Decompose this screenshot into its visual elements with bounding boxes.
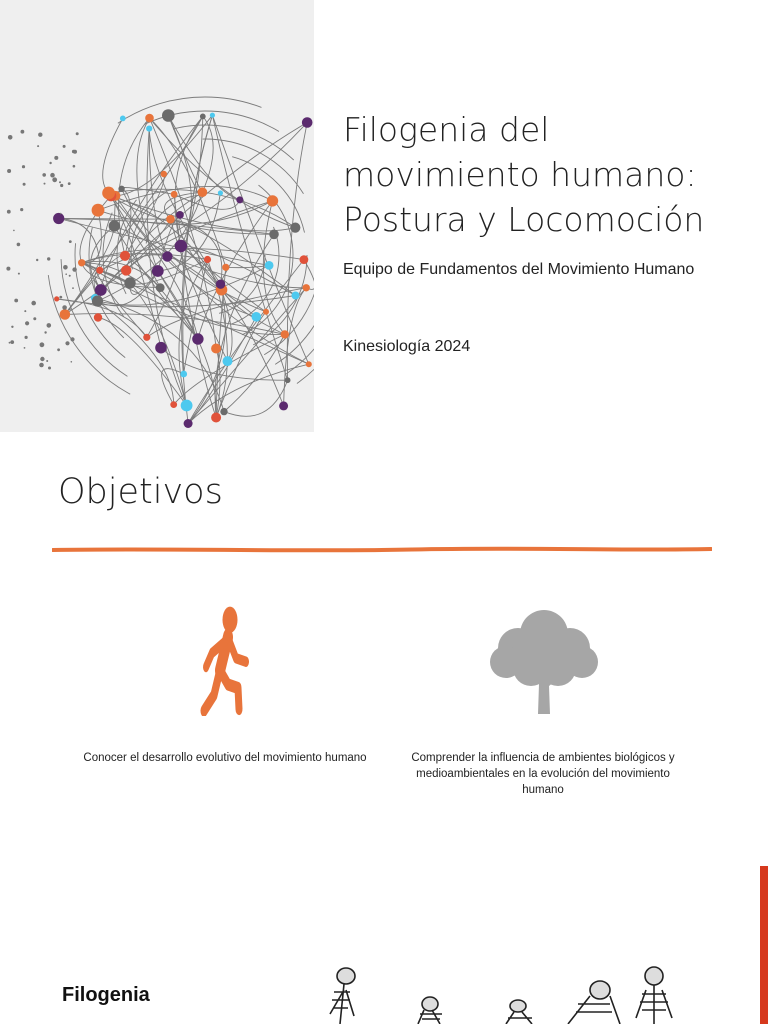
network-node [181, 400, 193, 412]
objective-text: Comprender la influencia de ambientes biológicos y medioambientales en la evolución del movimiento humano [411, 752, 675, 796]
network-node [218, 190, 223, 195]
network-node [222, 264, 229, 271]
primate-skeletons-illustration [320, 964, 680, 1024]
network-node [200, 114, 206, 120]
network-node [302, 117, 313, 128]
scatter-dot [11, 326, 13, 328]
scatter-dot [17, 243, 21, 247]
scatter-dot [54, 156, 58, 160]
scatter-dot [13, 230, 15, 232]
scatter-dot [57, 348, 60, 351]
scatter-dot [22, 165, 25, 168]
network-node [162, 251, 172, 261]
network-node [220, 408, 227, 415]
scatter-dot [65, 341, 69, 345]
network-node [124, 277, 135, 288]
scatter-dot [63, 265, 68, 270]
network-node [292, 292, 300, 300]
scatter-dot [69, 240, 72, 243]
skeleton-figure [330, 968, 355, 1024]
network-node [118, 186, 124, 192]
walking-person-icon [184, 604, 264, 716]
scatter-dot [63, 145, 66, 148]
network-node [279, 401, 288, 410]
network-node [92, 204, 105, 217]
network-node [184, 419, 193, 428]
network-node [290, 223, 300, 233]
network-node [180, 371, 187, 378]
network-sphere-illustration [0, 0, 314, 432]
network-node [146, 126, 152, 132]
scatter-dot [50, 173, 55, 178]
scatter-dot [25, 321, 29, 325]
title-line: Postura y Locomoción [343, 200, 705, 239]
scatter-dot [10, 340, 14, 344]
network-node [171, 191, 178, 198]
network-node [161, 171, 167, 177]
scatter-dot [38, 133, 42, 137]
tree-icon [486, 604, 600, 716]
scatter-dot [9, 342, 11, 344]
phylogeny-title: Filogenia [62, 984, 150, 1006]
scatter-dot [40, 342, 45, 347]
scatter-dot [71, 361, 73, 363]
scatter-dot [44, 183, 46, 185]
scatter-dot [24, 347, 26, 349]
scatter-dot [6, 267, 10, 271]
objectives-title: Objetivos [58, 472, 223, 512]
scatter-dot [42, 173, 46, 177]
scatter-dot [31, 301, 36, 306]
network-node [300, 255, 309, 264]
scatter-dot [73, 165, 76, 168]
scatter-dot [52, 177, 57, 182]
scatter-dot [23, 183, 26, 186]
scatter-dot [40, 357, 44, 361]
network-node [223, 356, 233, 366]
skeleton-figure [418, 997, 442, 1024]
network-node [236, 196, 243, 203]
network-node [102, 187, 115, 200]
network-node [121, 265, 131, 275]
scatter-dot [73, 150, 77, 154]
scatter-dot [24, 310, 26, 312]
network-node [170, 401, 177, 408]
network-node [120, 251, 130, 261]
network-node [211, 344, 221, 354]
scatter-dot [49, 162, 51, 164]
scatter-dot [70, 337, 74, 341]
network-node [162, 109, 175, 122]
network-node [263, 309, 269, 315]
scatter-dot [14, 299, 18, 303]
network-node [210, 113, 215, 118]
network-node [175, 240, 187, 252]
scatter-dot [20, 208, 23, 211]
network-node [155, 342, 167, 354]
network-node [265, 261, 274, 270]
scatter-dot [7, 210, 11, 214]
network-node [204, 256, 211, 263]
skeleton-figure [636, 967, 672, 1024]
scatter-dot [44, 331, 46, 333]
scatter-dot [46, 360, 48, 362]
network-node [269, 230, 279, 240]
scatter-dot [48, 367, 51, 370]
network-node [176, 211, 184, 219]
title-line: movimiento humano: [343, 155, 697, 194]
presentation-subtitle: Equipo de Fundamentos del Movimiento Humano [343, 261, 695, 278]
network-node [281, 330, 289, 338]
network-node [211, 413, 221, 423]
network-node [156, 283, 165, 292]
scatter-dot [33, 317, 36, 320]
scatter-dot [72, 287, 74, 289]
scatter-dot [47, 257, 50, 260]
network-node [54, 296, 59, 301]
scatter-dot [68, 182, 71, 185]
network-node [92, 296, 103, 307]
scatter-dot [21, 130, 25, 134]
title-line: Filogenia del [343, 110, 550, 149]
network-node [96, 267, 103, 274]
network-node [251, 312, 261, 322]
network-node [95, 284, 107, 296]
network-node [143, 334, 150, 341]
course-label: Kinesiología 2024 [343, 338, 471, 355]
scatter-dot [68, 308, 70, 310]
scatter-dot [60, 184, 63, 187]
network-node [94, 313, 102, 321]
scatter-dot [69, 275, 71, 277]
network-node [145, 114, 154, 123]
network-node [285, 377, 291, 383]
network-node [198, 187, 208, 197]
scatter-dot [62, 305, 67, 310]
skeleton-figure [506, 1000, 532, 1024]
scatter-dot [8, 135, 13, 140]
phylogeny-slide [0, 864, 768, 1024]
network-node [303, 284, 310, 291]
presentation-title [343, 107, 763, 242]
scatter-dot [47, 323, 52, 328]
objectives-slide [0, 448, 768, 848]
network-node [306, 361, 312, 367]
network-node [120, 116, 126, 122]
scatter-dot [36, 259, 38, 261]
skeleton-figure [568, 981, 620, 1024]
scatter-dot [65, 273, 67, 275]
scatter-dot [7, 169, 11, 173]
accent-bar [760, 866, 768, 1024]
scatter-dot [25, 336, 28, 339]
title-slide [0, 0, 768, 432]
scatter-dot [59, 296, 62, 299]
scatter-dot [60, 213, 62, 215]
scatter-dot [39, 363, 44, 368]
network-node [152, 265, 164, 277]
network-node [192, 333, 203, 344]
objective-text: Conocer el desarrollo evolutivo del movimiento humano [83, 752, 367, 764]
network-node [60, 309, 71, 320]
network-node [216, 280, 225, 289]
network-node [109, 220, 120, 231]
network-node [166, 215, 175, 224]
scatter-dot [18, 273, 20, 275]
network-node [53, 213, 64, 224]
network-node [267, 195, 278, 206]
scatter-dot [37, 145, 39, 147]
scatter-dot [59, 181, 61, 183]
scatter-dot [76, 132, 79, 135]
scatter-dot [72, 267, 76, 271]
orange-divider [52, 546, 712, 554]
network-node [78, 259, 85, 266]
